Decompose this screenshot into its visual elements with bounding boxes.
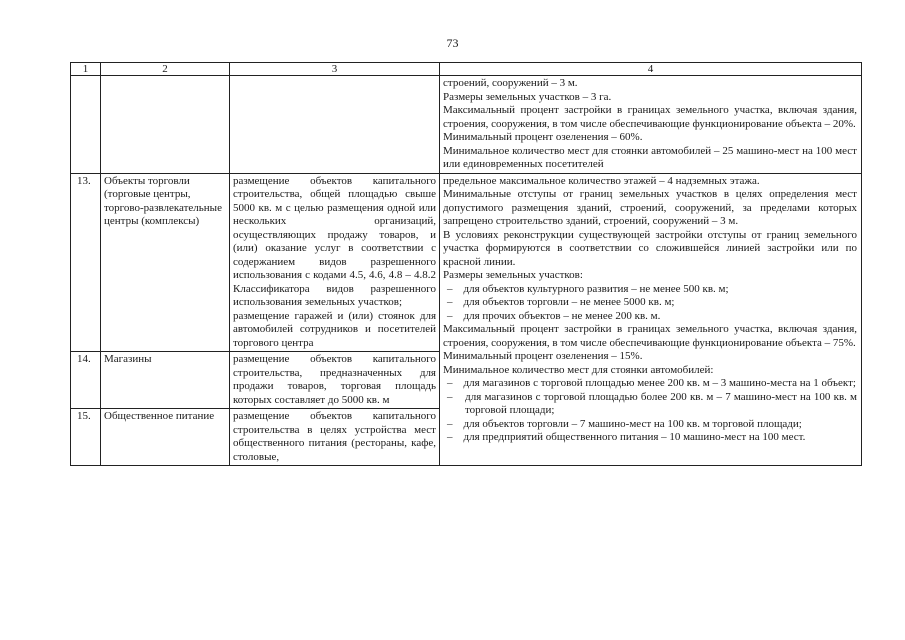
param-text: Минимальный процент озеленения – 60%. bbox=[443, 131, 643, 143]
header-cell: 2 bbox=[101, 63, 230, 76]
param-text: Минимальное количество мест для стоянки автомобилей – 25 машино-мест на 100 мест или единовременных посетителей bbox=[443, 144, 857, 170]
use-description bbox=[230, 352, 440, 409]
list-item: – для объектов торговли – не менее 5000 кв. м; bbox=[447, 296, 675, 308]
param-text: предельное максимальное количество этажей – 4 надземных этажа. bbox=[443, 174, 760, 187]
use-description bbox=[230, 173, 440, 352]
header-cell: 1 bbox=[71, 63, 101, 76]
list-item: – для объектов культурного развития – не менее 500 кв. м; bbox=[447, 282, 729, 295]
row-number: 13. bbox=[71, 173, 101, 352]
table-row-13 bbox=[71, 173, 862, 352]
list-item: – для предприятий общественного питания – 10 машино-мест на 100 мест. bbox=[447, 431, 806, 443]
param-text: В условиях реконструкции существующей застройки отступы от границ земельного участка формируются в соответствии со сложившейся линией застройки или по красной линии. bbox=[443, 228, 857, 268]
header-cell: 3 bbox=[230, 63, 440, 76]
cell-empty bbox=[71, 76, 101, 174]
param-text: строений, сооружений – 3 м. bbox=[443, 77, 578, 89]
table-row-continuation bbox=[71, 76, 862, 174]
use-name: Магазины bbox=[101, 352, 230, 409]
description-text: размещение объектов капитального строительства, предназначенных для продажи товаров, торговая площадь которых составляет до 5000 кв. м bbox=[233, 353, 436, 406]
list-item: – для прочих объектов – не менее 200 кв. м. bbox=[447, 309, 661, 322]
regulations-table bbox=[70, 62, 862, 466]
list-item: – для объектов торговли – 7 машино-мест на 100 кв. м торговой площади; bbox=[447, 417, 802, 430]
use-name: Объекты торговли (торговые центры, торгово-развлекательные центры (комплексы) bbox=[101, 173, 230, 352]
row-number: 15. bbox=[71, 409, 101, 466]
use-description bbox=[230, 409, 440, 466]
cell-params-shared bbox=[440, 173, 862, 466]
use-name: Общественное питание bbox=[101, 409, 230, 466]
cell-empty bbox=[230, 76, 440, 174]
table-header-row bbox=[71, 63, 862, 76]
description-text: размещение объектов капитального строительства, общей площадью свыше 5000 кв. м с целью размещения одной или нескольких организаций, осуществляющих продажу товаров, и (или) оказание услуг в соответствии с содержанием видов разрешенного использования с кодами 4.5, 4.6, 4.8 – 4.8.2 Классификатора видов разрешенного использования земельных участков; bbox=[233, 174, 436, 308]
page-number: 73 bbox=[446, 36, 459, 50]
param-text: Максимальный процент застройки в границах земельного участка, включая здания, строения, сооружения, в том числе обеспечивающие функционирование объекта – 75%. bbox=[443, 323, 857, 349]
param-text: Размеры земельных участков: bbox=[443, 269, 583, 281]
header-cell: 4 bbox=[440, 63, 862, 76]
cell-empty bbox=[101, 76, 230, 174]
param-text: Минимальные отступы от границ земельных участков в целях определения мест допустимого размещения зданий, строений, сооружений, за пределами которых запрещено строительство зданий, строений, сооружений – 3 м. bbox=[443, 188, 857, 227]
description-text: размещение гаражей и (или) стоянок для автомобилей сотрудников и посетителей торгового центра bbox=[233, 309, 436, 349]
param-text: Максимальный процент застройки в границах земельного участка, включая здания, строения, сооружения, в том числе обеспечивающие функционирование объекта – 20%. bbox=[443, 104, 857, 130]
row-number: 14. bbox=[71, 352, 101, 409]
list-item: – для магазинов с торговой площадью менее 200 кв. м – 3 машино-места на 1 объект; bbox=[447, 377, 856, 389]
param-text: Размеры земельных участков – 3 га. bbox=[443, 90, 612, 103]
param-text: Минимальное количество мест для стоянки автомобилей: bbox=[443, 363, 714, 376]
cell-params-continued bbox=[440, 76, 862, 174]
description-text: размещение объектов капитального строительства в целях устройства мест общественного питания (рестораны, кафе, столовые, bbox=[233, 410, 436, 463]
param-text: Минимальный процент озеленения – 15%. bbox=[443, 350, 643, 362]
list-item: – для магазинов с торговой площадью более 200 кв. м – 7 машино-мест на 100 кв. м торговой площади; bbox=[447, 390, 858, 416]
